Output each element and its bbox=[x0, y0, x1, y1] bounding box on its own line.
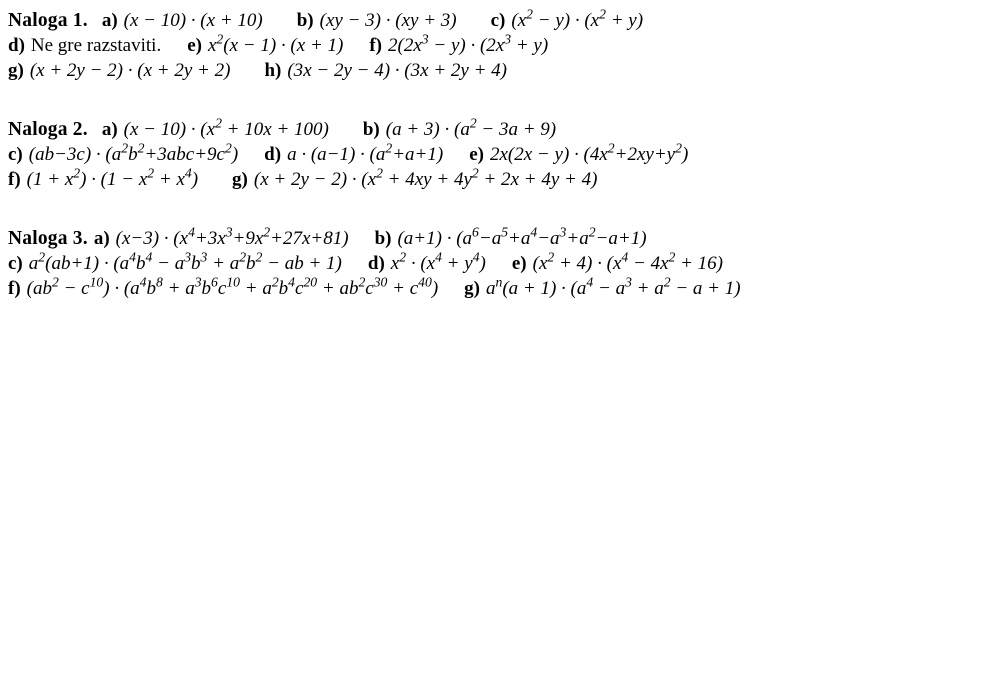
answer-line bbox=[0, 8, 988, 33]
answer-label: e) bbox=[511, 253, 527, 274]
answer-expression: (x − 10) · (x + 10) bbox=[123, 10, 263, 31]
answer-label: c) bbox=[8, 253, 23, 274]
answer-expression: $(x-3) \cdot (x^4+3x^3+9x^2+27x+81)$ bbox=[115, 224, 349, 249]
answer-line bbox=[0, 117, 988, 142]
answer-expression: $(x^2 + 4) \cdot (x^4 - 4x^2 + 16)$ bbox=[532, 249, 724, 274]
answer-label: b) bbox=[362, 119, 380, 140]
task-block-1 bbox=[0, 8, 988, 83]
answer-expression: (x + 2y − 2) · (x + 2y + 2) bbox=[29, 60, 231, 81]
answer-line bbox=[0, 58, 988, 83]
answer-expression: $2(2x^3 - y) \cdot (2x^3 + y)$ bbox=[388, 31, 549, 56]
answer-line bbox=[0, 251, 988, 276]
answer-label: g) bbox=[232, 169, 248, 190]
answer-line bbox=[0, 276, 988, 301]
answer-expression: $x^2 \cdot (x^4 + y^4)$ bbox=[390, 249, 486, 274]
answer-label: a) bbox=[93, 228, 110, 249]
answer-label: f) bbox=[8, 169, 21, 190]
answer-label: h) bbox=[264, 60, 282, 81]
answer-expression: $(x - 10) \cdot (x^2 + 10x + 100)$ bbox=[123, 115, 329, 140]
answer-line bbox=[0, 226, 988, 251]
answer-label: d) bbox=[264, 144, 282, 165]
answer-line bbox=[0, 33, 988, 58]
answer-expression: $(x^2 - y) \cdot (x^2 + y)$ bbox=[511, 6, 644, 31]
answer-label: c) bbox=[8, 144, 23, 165]
answer-line bbox=[0, 167, 988, 192]
answer-expression: $x^2(x - 1) \cdot (x + 1)$ bbox=[207, 31, 344, 56]
answer-expression: $(x + 2y - 2) \cdot (x^2 + 4xy + 4y^2 + 2x + 4y + 4)$ bbox=[253, 165, 598, 190]
answer-line bbox=[0, 142, 988, 167]
answer-label: f) bbox=[369, 35, 383, 56]
answer-label: a) bbox=[101, 10, 118, 31]
answer-label: d) bbox=[367, 253, 385, 274]
answer-expression: $2x(2x - y) \cdot (4x^2+2xy+y^2)$ bbox=[489, 140, 689, 165]
task-title: Naloga 1. bbox=[8, 10, 88, 31]
answer-label: d) bbox=[8, 35, 25, 56]
answer-expression: $(ab^2 - c^{10}) \cdot (a^4b^8 + a^3b^6c^{10} + a^2b^4c^{20} + ab^2c^{30} + c^{40})$ bbox=[26, 274, 439, 299]
answer-label: f) bbox=[8, 278, 21, 299]
answer-expression: $a \cdot (a-1) \cdot (a^2+a+1)$ bbox=[287, 140, 444, 165]
answer-label: a) bbox=[101, 119, 118, 140]
task-block-3 bbox=[0, 226, 988, 301]
task-title: Naloga 3. bbox=[8, 228, 88, 249]
answer-label: e) bbox=[469, 144, 484, 165]
answer-expression: (xy − 3) · (xy + 3) bbox=[319, 10, 457, 31]
answer-label: b) bbox=[374, 228, 392, 249]
answer-expression: $(1 + x^2) \cdot (1 - x^2 + x^4)$ bbox=[26, 165, 199, 190]
answer-label: g) bbox=[464, 278, 480, 299]
answer-expression: $a^n(a + 1) \cdot (a^4 - a^3 + a^2 - a + 1)$ bbox=[485, 274, 741, 299]
answer-label: g) bbox=[8, 60, 24, 81]
task-title: Naloga 2. bbox=[8, 119, 88, 140]
task-block-2 bbox=[0, 117, 988, 192]
answer-expression: $a^2(ab+1) \cdot (a^4b^4 - a^3b^3 + a^2b^2$ − ab + 1) bbox=[28, 249, 342, 274]
answer-label: e) bbox=[187, 35, 202, 56]
answer-expression: (3x − 2y − 4) · (3x + 2y + 4) bbox=[287, 60, 507, 81]
answer-expression: $(a+1) \cdot (a^6-a^5+a^4-a^3+a^2-a+1)$ bbox=[397, 224, 647, 249]
answer-expression: $(ab-3c) \cdot (a^2b^2+3abc+9c^2)$ bbox=[28, 140, 239, 165]
answer-expression: $(a + 3) \cdot (a^2 - 3a + 9)$ bbox=[385, 115, 557, 140]
answer-label: b) bbox=[296, 10, 314, 31]
answer-label: c) bbox=[490, 10, 506, 31]
answer-expression: Ne gre razstaviti. bbox=[30, 35, 162, 56]
